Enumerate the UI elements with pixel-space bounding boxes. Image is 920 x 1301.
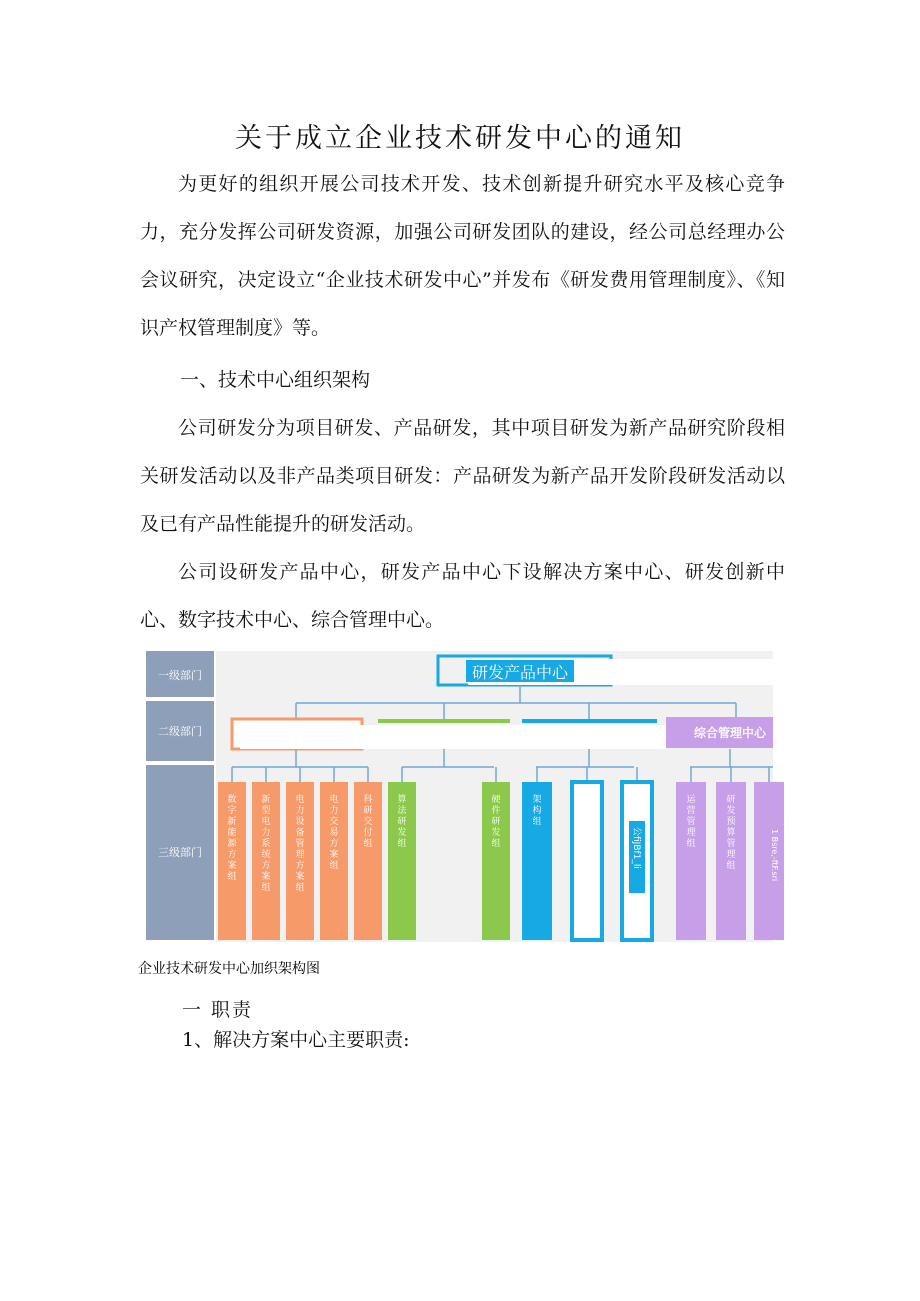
org-chart	[146, 651, 779, 942]
document-title: 关于成立企业技术研发中心的通知	[235, 123, 685, 154]
rd-description-paragraph: 公司研发分为项目研发、产品研发，其中项目研发为新产品研究阶段相关研发活动以及非产品类项目研发：产品研发为新产品开发阶段研发活动以及已有产品性能提升的研发活动。	[140, 417, 785, 535]
l3-department-label: 硬件研发组	[491, 795, 501, 849]
intro-paragraph: 为更好的组织开展公司技术开发、技术创新提升研究水平及核心竞争力，充分发挥公司研发资源，加强公司研发团队的建设，经公司总经理办公会议研究，决定设立“企业技术研发中心”并发布《研发费用管理制度》、《知识产权管理制度》等。	[140, 173, 785, 339]
root-node: 研发产品中心	[471, 663, 569, 682]
l3-department-label: 电力设备管理方案组	[295, 795, 305, 893]
level-label-2: 二级部门	[158, 725, 202, 738]
l3-department-label: 研发预算管理组	[726, 795, 736, 871]
level-label-3: 三级部门	[158, 846, 202, 859]
section-heading-org: 一、技术中心组织架构	[180, 369, 371, 391]
chart-caption: 企业技术研发中心加织架构图	[138, 961, 320, 977]
l3-department-box	[572, 782, 602, 940]
center-structure-paragraph: 公司设研发产品中心，研发产品中心下设解决方案中心、研发创新中心、数字技术中心、综合管理中心。	[140, 561, 785, 631]
l3-department-label: 电力交易方案组	[329, 795, 339, 871]
l3-department-label: 数字新能源方案组	[227, 795, 237, 882]
l3-department-label: 1 Bsre,-ftF.sri	[770, 829, 779, 882]
subsection-heading-solutions: 1、解决方案中心主要职责:	[182, 1029, 410, 1051]
l3-department-label: 架构组	[532, 795, 542, 827]
l3-department-label: 运营管理组	[686, 795, 696, 849]
level-label-1: 一级部门	[158, 669, 202, 682]
l3-department-label: 算法研发组	[397, 795, 407, 849]
section-heading-duty: 一 职责	[182, 999, 254, 1021]
l3-department-label: 公fiJBf1_li	[631, 827, 641, 869]
section-heading-duty-wrap	[182, 995, 254, 1021]
level2-node-admin: 综合管理中心	[693, 726, 767, 740]
l3-department-label: 新型电力系统方案组	[261, 795, 271, 893]
l3-department-label: 科研交付组	[363, 795, 373, 849]
